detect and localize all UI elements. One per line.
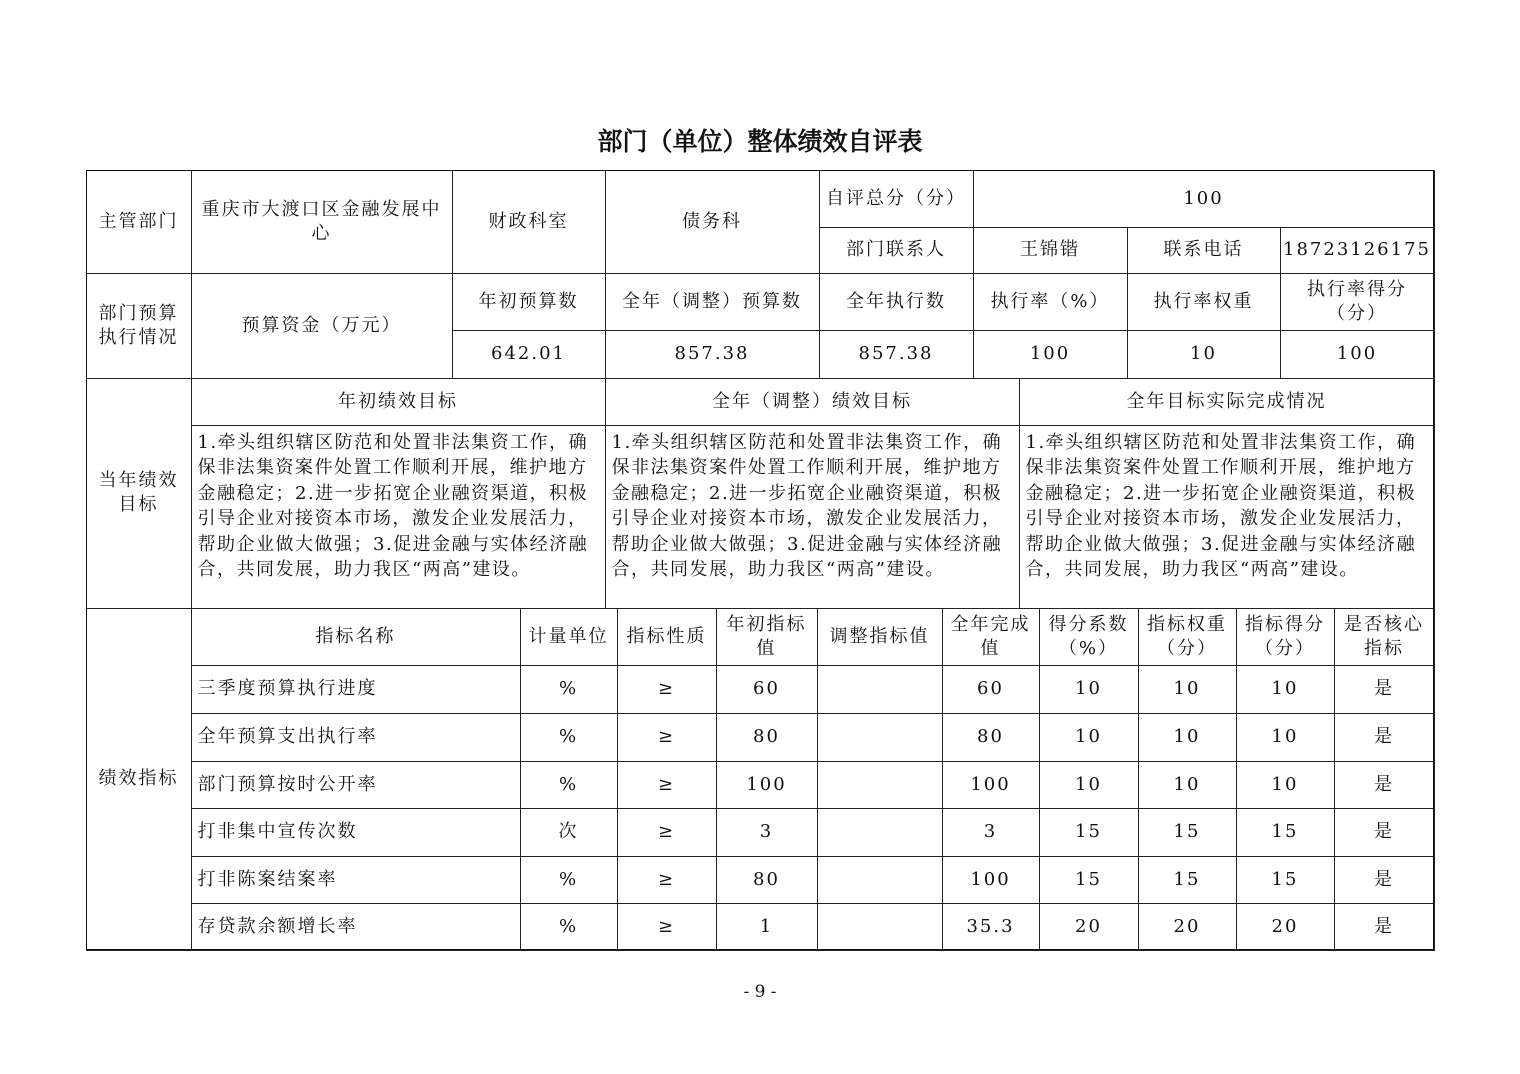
indicator-cell: 15 <box>1236 808 1335 857</box>
indicator-cell: 1 <box>716 903 818 951</box>
budget-value: 857.38 <box>605 330 820 379</box>
indicator-cell: ≥ <box>617 808 717 857</box>
page-title: 部门（单位）整体绩效自评表 <box>597 127 923 156</box>
indicators-label: 绩效指标 <box>86 608 192 951</box>
goal-text: 1.牵头组织辖区防范和处置非法集资工作，确保非法集资案件处置工作顺利开展，维护地方金融稳定；2.进一步拓宽企业融资渠道，积极引导企业对接资本市场，激发企业发展活力，帮助企业做大做强；3.促进金融与实体经济融合，共同发展，助力我区“两高”建设。 <box>605 425 1020 609</box>
indicator-cell: 10 <box>1236 713 1335 762</box>
indicator-cell: ≥ <box>617 903 717 951</box>
indicator-cell: ≥ <box>617 665 717 714</box>
indicator-cell: 10 <box>1236 665 1335 714</box>
indicator-header: 指标得分（分） <box>1236 608 1335 666</box>
indicator-cell: 100 <box>942 856 1040 904</box>
indicator-cell: % <box>520 903 618 951</box>
office1: 财政科室 <box>452 170 606 274</box>
indicator-cell: 15 <box>1039 808 1139 857</box>
indicator-cell: 20 <box>1236 903 1335 951</box>
indicator-cell <box>817 761 943 809</box>
indicator-header: 年初指标值 <box>716 608 818 666</box>
indicator-cell: 10 <box>1039 761 1139 809</box>
indicator-cell: % <box>520 761 618 809</box>
budget-value: 100 <box>973 330 1128 379</box>
indicator-cell: 60 <box>716 665 818 714</box>
goal-header: 年初绩效目标 <box>191 378 606 426</box>
budget-label: 部门预算执行情况 <box>86 273 192 379</box>
indicator-cell: ≥ <box>617 856 717 904</box>
indicator-cell: 是 <box>1334 903 1435 951</box>
indicator-header: 计量单位 <box>520 608 618 666</box>
indicator-cell: % <box>520 713 618 762</box>
fund-label: 预算资金（万元） <box>191 273 453 379</box>
indicator-cell: 10 <box>1039 665 1139 714</box>
contact-label: 部门联系人 <box>819 227 974 274</box>
indicator-cell: 100 <box>716 761 818 809</box>
goals-label: 当年绩效目标 <box>86 378 192 609</box>
contact-value: 王锦锴 <box>973 227 1128 274</box>
indicator-cell: 是 <box>1334 808 1435 857</box>
indicator-cell <box>817 713 943 762</box>
indicator-cell: 是 <box>1334 665 1435 714</box>
indicator-cell: 80 <box>716 713 818 762</box>
indicator-cell: 15 <box>1236 856 1335 904</box>
indicator-cell <box>817 808 943 857</box>
indicator-cell: 10 <box>1138 665 1237 714</box>
budget-value: 642.01 <box>452 330 606 379</box>
indicator-cell: 次 <box>520 808 618 857</box>
indicator-cell: 60 <box>942 665 1040 714</box>
score-value: 100 <box>973 170 1435 228</box>
goal-header: 全年（调整）绩效目标 <box>605 378 1020 426</box>
indicator-cell: 35.3 <box>942 903 1040 951</box>
indicator-name: 三季度预算执行进度 <box>191 665 521 714</box>
indicator-header: 指标权重（分） <box>1138 608 1237 666</box>
indicator-cell: 是 <box>1334 713 1435 762</box>
indicator-cell: 100 <box>942 761 1040 809</box>
budget-header: 执行率权重 <box>1127 273 1281 331</box>
indicator-header: 调整指标值 <box>817 608 943 666</box>
indicator-cell: ≥ <box>617 713 717 762</box>
dept-name: 重庆市大渡口区金融发展中心 <box>191 170 453 274</box>
indicator-name: 打非陈案结案率 <box>191 856 521 904</box>
indicator-cell: 80 <box>942 713 1040 762</box>
goal-text: 1.牵头组织辖区防范和处置非法集资工作，确保非法集资案件处置工作顺利开展，维护地方金融稳定；2.进一步拓宽企业融资渠道，积极引导企业对接资本市场，激发企业发展活力，帮助企业做大做强；3.促进金融与实体经济融合，共同发展，助力我区“两高”建设。 <box>191 425 606 609</box>
indicator-cell: 是 <box>1334 856 1435 904</box>
indicator-cell: 15 <box>1138 808 1237 857</box>
indicator-name: 打非集中宣传次数 <box>191 808 521 857</box>
phone-label: 联系电话 <box>1127 227 1281 274</box>
indicator-cell: 10 <box>1138 713 1237 762</box>
budget-header: 执行率（%） <box>973 273 1128 331</box>
budget-value: 857.38 <box>819 330 974 379</box>
indicator-name: 部门预算按时公开率 <box>191 761 521 809</box>
indicator-cell <box>817 903 943 951</box>
indicator-header: 指标性质 <box>617 608 717 666</box>
indicator-header: 是否核心指标 <box>1334 608 1435 666</box>
indicator-cell: 3 <box>716 808 818 857</box>
indicator-cell: 是 <box>1334 761 1435 809</box>
indicator-cell: % <box>520 665 618 714</box>
indicator-name: 全年预算支出执行率 <box>191 713 521 762</box>
budget-value: 100 <box>1280 330 1435 379</box>
indicator-cell: 15 <box>1138 856 1237 904</box>
dept-label: 主管部门 <box>86 170 192 274</box>
indicator-cell: % <box>520 856 618 904</box>
office2: 债务科 <box>605 170 820 274</box>
indicator-cell <box>817 856 943 904</box>
score-label: 自评总分（分） <box>819 170 974 228</box>
budget-value: 10 <box>1127 330 1281 379</box>
indicator-cell: 20 <box>1039 903 1139 951</box>
indicator-cell: 80 <box>716 856 818 904</box>
budget-header: 年初预算数 <box>452 273 606 331</box>
phone-value: 18723126175 <box>1280 227 1435 274</box>
indicator-header: 得分系数（%） <box>1039 608 1139 666</box>
indicator-cell: 3 <box>942 808 1040 857</box>
goal-header: 全年目标实际完成情况 <box>1019 378 1435 426</box>
indicator-cell: ≥ <box>617 761 717 809</box>
indicator-cell: 10 <box>1138 761 1237 809</box>
budget-header: 全年执行数 <box>819 273 974 331</box>
budget-header: 全年（调整）预算数 <box>605 273 820 331</box>
goal-text: 1.牵头组织辖区防范和处置非法集资工作，确保非法集资案件处置工作顺利开展，维护地方金融稳定；2.进一步拓宽企业融资渠道，积极引导企业对接资本市场，激发企业发展活力，帮助企业做大做强；3.促进金融与实体经济融合，共同发展，助力我区“两高”建设。 <box>1019 425 1435 609</box>
indicator-cell: 15 <box>1039 856 1139 904</box>
indicator-cell: 10 <box>1236 761 1335 809</box>
indicator-header: 指标名称 <box>191 608 521 666</box>
indicator-cell: 10 <box>1039 713 1139 762</box>
indicator-cell: 20 <box>1138 903 1237 951</box>
page-number: - 9 - <box>743 982 777 1002</box>
budget-header: 执行率得分（分） <box>1280 273 1435 331</box>
indicator-cell <box>817 665 943 714</box>
indicator-name: 存贷款余额增长率 <box>191 903 521 951</box>
indicator-header: 全年完成值 <box>942 608 1040 666</box>
